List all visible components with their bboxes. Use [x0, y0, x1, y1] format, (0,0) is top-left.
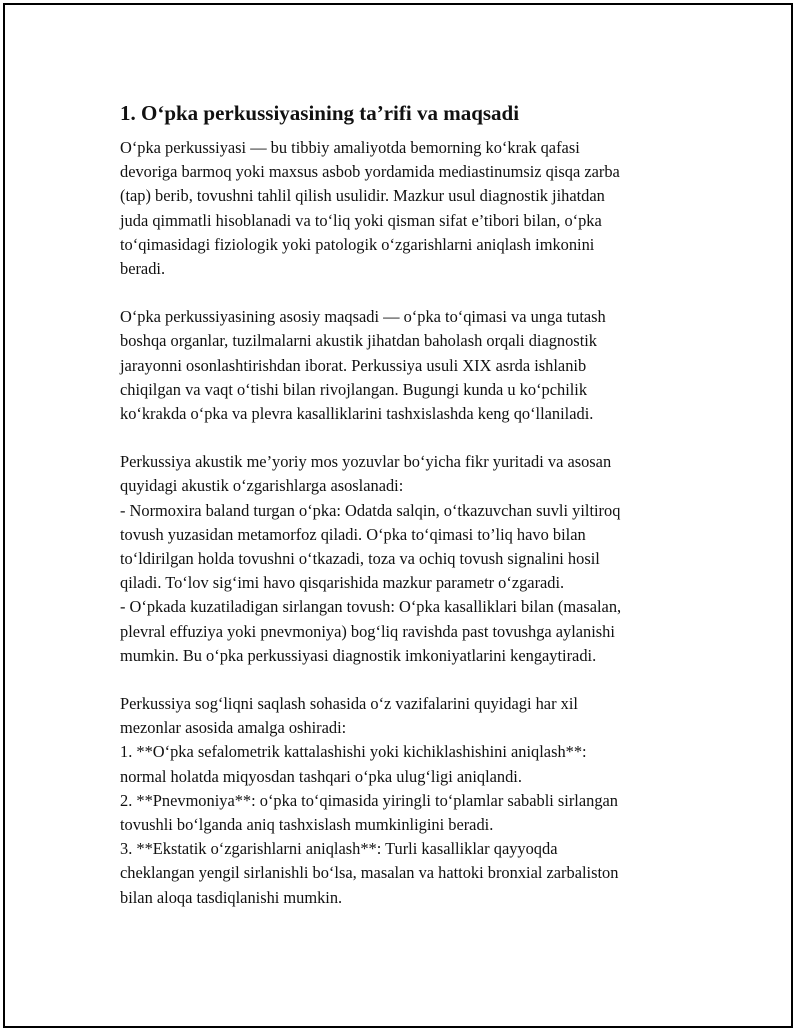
document-body [120, 99, 698, 934]
list-item: - Normoxira baland turgan o‘pka: Odatda salqin, o‘tkazuvchan suvli yiltiroq [120, 500, 621, 520]
text-line: Perkussiya akustik me’yoriy mos yozuvlar bo‘yicha fikr yuritadi va asosan [120, 452, 612, 472]
text-line: qiladi. To‘lov sig‘imi havo qisqarishida mazkur parametr o‘zgaradi. [120, 573, 565, 593]
paragraph-criteria [120, 692, 698, 910]
paragraph-acoustic-changes [120, 450, 698, 668]
text-line: juda qimmatli hisoblanadi va to‘liq yoki qisman sifat e’tibori bilan, o‘pka [120, 210, 602, 230]
text-line: chiqilgan va vaqt o‘tishi bilan rivojlangan. Bugungi kunda u ko‘pchilik [120, 379, 588, 399]
paragraph-purpose [120, 305, 698, 426]
text-line: quyidagi akustik o‘zgarishlarga asoslanadi: [120, 476, 404, 496]
list-item: 2. **Pnevmoniya**: o‘pka to‘qimasida yiringli to‘plamlar sababli sirlangan [120, 790, 618, 810]
text-line: O‘pka perkussiyasi — bu tibbiy amaliyotda bemorning ko‘krak qafasi [120, 138, 580, 157]
text-line: O‘pka perkussiyasining asosiy maqsadi — o‘pka to‘qimasi va unga tutash [120, 307, 606, 327]
text-line: normal holatda miqyosdan tashqari o‘pka ulug‘ligi aniqlandi. [120, 766, 522, 786]
text-line: mumkin. Bu o‘pka perkussiyasi diagnostik imkoniyatlarini kengaytiradi. [120, 645, 597, 665]
text-line: bilan aloqa tasdiqlanishi mumkin. [120, 887, 343, 907]
text-line: jarayonni osonlashtirishdan iborat. Perkussiya usuli XIX asrda ishlanib [120, 355, 587, 375]
text-line: beradi. [120, 259, 166, 279]
text-line: mezonlar asosida amalga oshiradi: [120, 718, 347, 738]
text-line: to‘ldirilgan holda tovushni o‘tkazadi, toza va ochiq tovush signalini hosil [120, 549, 600, 569]
text-line: (tap) berib, tovushni tahlil qilish usulidir. Mazkur usul diagnostik jihatdan [120, 186, 605, 206]
text-line: plevral effuziya yoki pnevmoniya) bog‘liq ravishda past tovushga aylanishi [120, 621, 615, 641]
text-line: ko‘krakda o‘pka va plevra kasalliklarini tashxislashda keng qo‘llaniladi. [120, 404, 594, 424]
paragraph-definition [120, 136, 698, 281]
text-line: to‘qimasidagi fiziologik yoki patologik o‘zgarishlarni aniqlash imkonini [120, 234, 595, 254]
text-line: cheklangan yengil sirlanishli bo‘lsa, masalan va hattoki bronxial zarbaliston [120, 863, 619, 883]
text-line: boshqa organlar, tuzilmalarni akustik jihatdan baholash orqali diagnostik [120, 331, 597, 351]
page-frame [3, 3, 793, 1028]
list-item: 1. **O‘pka sefalometrik kattalashishi yoki kichiklashishini aniqlash**: [120, 742, 587, 762]
text-line: tovush yuzasidan metamorfoz qiladi. O‘pka to‘qimasi to’liq havo bilan [120, 524, 586, 544]
text-line: devoriga barmoq yoki maxsus asbob yordamida mediastinumsiz qisqa zarba [120, 162, 620, 182]
list-item: - O‘pkada kuzatiladigan sirlangan tovush: O‘pka kasalliklari bilan (masalan, [120, 597, 622, 617]
section-title: 1. O‘pka perkussiyasining ta’rifi va maqsadi [120, 101, 520, 125]
text-line: Perkussiya sog‘liqni saqlash sohasida o‘z vazifalarini quyidagi har xil [120, 694, 578, 714]
text-line: tovushli bo‘lganda aniq tashxislash mumkinligini beradi. [120, 815, 494, 835]
list-item: 3. **Ekstatik o‘zgarishlarni aniqlash**: Turli kasalliklar qayyoqda [120, 839, 558, 859]
